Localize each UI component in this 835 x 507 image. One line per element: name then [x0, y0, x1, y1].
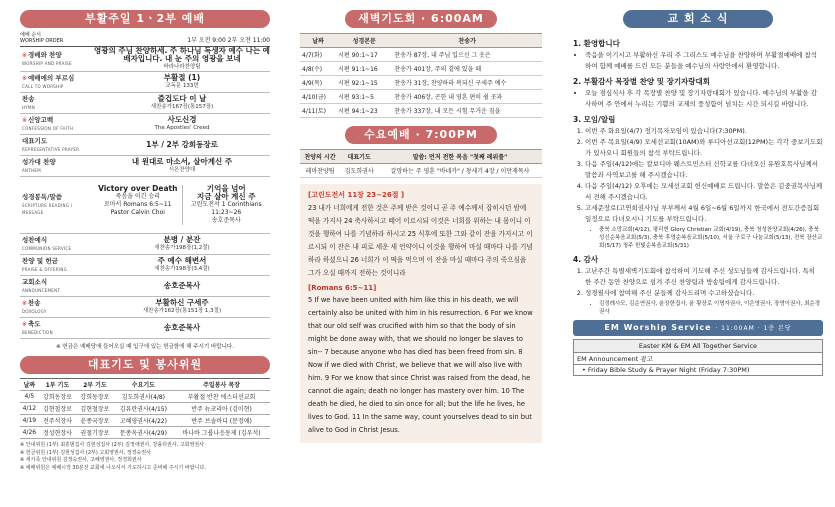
em-title: EM Worship Service — [604, 323, 712, 332]
worship-row-label-en: BENEDICTION — [22, 329, 53, 335]
em-box-item-text: Friday Bible Study & Prayer Night (Friday 7:30PM) — [587, 366, 750, 374]
table-cell: 4/5 — [20, 391, 39, 403]
worship-row — [20, 318, 270, 339]
worship-row-label — [20, 117, 94, 132]
table-cell: 찬송가 337장, 내 모든 시험 무거운 짐을 — [392, 104, 542, 118]
worship-row — [20, 47, 270, 72]
worship-column — [20, 0, 270, 472]
table-cell: 4/19 — [20, 415, 39, 427]
worship-row-label-ko: 경배와 찬양 — [28, 50, 62, 59]
order-ko: 예배 순서 — [20, 32, 41, 38]
worship-row-label-ko: 신앙고백 — [28, 115, 54, 124]
star-icon: ※ — [22, 299, 28, 307]
table-cell: 문종옥권사(4/29) — [114, 427, 173, 439]
worship-row — [20, 234, 270, 255]
table-cell: 찬송가 31장, 찬양하라 복되신 구세주 예수 — [392, 76, 542, 90]
news-section-2-text: • 오늘 점심식사 후 각 목장별 찬양 및 장기자랑대회가 있습니다. 예수님의 부활을 감사하며 주 안에서 누리는 기쁨의 교제의 풍성함이 넘치는 시간 되시길 바랍니다. — [585, 88, 823, 110]
table-cell: 시편 90:1~17 — [336, 48, 392, 62]
table-cell: 권철기장로 — [76, 427, 113, 439]
sermon-1-pastor: Pastor Calvin Choi — [110, 209, 165, 216]
worship-row-sub: The Apostles' Creed — [154, 125, 210, 131]
table-cell: 찬송가 406장, 곤한 내 영혼 편히 쉴 곳과 — [392, 90, 542, 104]
worship-row-content — [94, 299, 270, 315]
worship-row — [20, 93, 270, 114]
worship-row-main: 분병 / 분잔 — [163, 235, 201, 244]
dawn-prayer-table — [300, 33, 542, 118]
sermon-1-title: Victory over Death — [98, 184, 178, 193]
table-row — [20, 415, 270, 427]
prayer-service-title: 대표기도 및 봉사위원 — [20, 356, 270, 374]
star-icon: ※ — [22, 116, 28, 124]
worship-row-content — [94, 141, 270, 149]
worship-row-label-en: PRAISE & OFFERING — [22, 266, 68, 272]
news-section-4-sub: • 김정례사모, 김순연권사, 윤장한집사, 윤 황장로 이명자권사, 이은영권사, 장영이권사, 최순경권사 — [599, 300, 823, 316]
offering-footnote: ※ 헌금은 예배당에 들어오실 때 입구에 있는 헌금함에 해 주시기 바랍니다. — [56, 344, 234, 350]
table-row — [20, 427, 270, 439]
em-box-item: • Friday Bible Study & Prayer Night (Friday 7:30PM) — [582, 366, 750, 374]
order-en: WORSHIP ORDER — [20, 38, 64, 44]
table-cell: 갈망하는 주 영혼 "바네카" / 창세기 4장 / 이만재목사 — [378, 164, 542, 178]
em-box — [573, 339, 823, 376]
worship-row-main: 1부 / 2부 강희동장로 — [146, 140, 218, 149]
table-row — [300, 48, 542, 62]
table-cell: 4/26 — [20, 427, 39, 439]
worship-title: 부활주일 1ㆍ2부 예배 — [20, 10, 270, 28]
table-cell: 레마찬양팀 — [300, 164, 340, 178]
service-note: ※ 헌금위원 (1부) 김현성집사 (2부) 고회영권사, 정경숙권사 — [20, 449, 151, 456]
news-column — [573, 0, 823, 376]
worship-row — [20, 135, 270, 156]
worship-row-label-ko: 대표기도 — [22, 136, 48, 145]
table-row — [300, 62, 542, 76]
table-cell: 4/8(수) — [300, 62, 336, 76]
worship-row-label — [20, 52, 94, 67]
table-cell: 부활절 반찬 에스더선교회 — [173, 391, 270, 403]
worship-row-sub: 새찬송가198장(1,2절) — [154, 245, 210, 251]
worship-row-label-en: ANNOUNCEMENT — [22, 287, 61, 293]
service-note: ※ 세가족 안내위원 김정숙권사, 고혜영권사, 정경희권사 — [20, 457, 142, 463]
worship-order-label — [20, 32, 63, 44]
table-header: 주일봉사 목장 — [173, 379, 270, 391]
sermon-1-sub: 죽음을 이긴 승리 — [115, 193, 160, 200]
list-item: 4. 다음 주일(4/12) 오후에는 모세선교회 헌신예배로 드립니다. 말씀은 김중권목사님께서 전해 주시겠습니다. — [585, 181, 823, 203]
worship-row-label-en: HYMN — [22, 104, 36, 110]
sermon-2-sub: 지금 살아 계신 주 — [196, 192, 256, 201]
worship-row-label-en: COMMUNION SERVICE — [22, 245, 72, 251]
worship-row — [20, 255, 270, 276]
scripture-label — [20, 194, 94, 216]
worship-row-label-ko: 성가대 찬양 — [22, 157, 56, 166]
worship-row-sub: 시온찬양대 — [168, 167, 196, 173]
worship-row-label-ko: 예배에의 부르심 — [28, 73, 75, 82]
service-times: 1부 오전 9:00 2부 오전 11:00 — [187, 37, 270, 44]
table-cell: 김도희권사 — [340, 164, 378, 178]
table-cell: 김유란권사(4/15) — [114, 403, 173, 415]
worship-row-label-en: CONFESSION OF FAITH — [22, 125, 74, 131]
news-section-1-text: • 죽음을 이기시고 부활하신 우리 주 그리스도 예수님을 찬양하며 부활절예배에 참석하여 함께 예배를 드린 모든 분들을 예수님의 사랑안에서 환영합니다. — [585, 50, 823, 72]
news-section-4-title: 4. 감사 — [573, 255, 599, 264]
table-cell: 4/11(토) — [300, 104, 336, 118]
korean-scripture-text: 23 내가 너희에게 전한 것은 주께 받은 것이니 곧 주 예수께서 잡히시던 밤에 떡을 가지사 24 축사하시고 떼어 이르시되 이것은 너희를 위하는 내 몸이니 이것을 행하여 나를 기념하라 하시고 25 식후에 또한 그와 같이 잔을 가지시고 이르시되 이 잔은 내 피로 세운 새 언약이니 이것을 행하여 마실 때마다 나를 기념하라 하셨으니 26 너희가 이 떡을 먹으며 이 잔을 마실 때마다 주의 죽으심을 그가 오실 때까지 전하는 것이니라 — [308, 204, 533, 277]
worship-row-sub: 교독문 133번 — [165, 83, 199, 89]
em-title-bar — [573, 320, 823, 336]
worship-row-content — [94, 47, 270, 71]
worship-row-label-ko: 축도 — [28, 319, 41, 328]
worship-row-label — [20, 159, 94, 174]
table-cell: 윤종국장로 — [76, 415, 113, 427]
table-cell: 4/9(목) — [300, 76, 336, 90]
worship-row-sub: 바라나라찬양팀 — [163, 64, 201, 70]
sermon-1 — [94, 185, 183, 225]
news-section-2-title: 2. 부활감사 목장별 찬양 및 장기자랑대회 — [573, 77, 711, 86]
table-row — [20, 403, 270, 415]
worship-row-label-en: REPRESENTATIVE PRAYER — [22, 146, 80, 152]
table-cell: 시편 94:1~23 — [336, 104, 392, 118]
korean-scripture-ref: [고린도전서 11장 23~26절 ] — [308, 191, 405, 199]
worship-row-content — [94, 282, 270, 290]
star-icon: ※ — [22, 74, 28, 82]
scripture-label-en: SCRIPTURE READING / MESSAGE — [22, 203, 73, 215]
star-icon: ※ — [22, 320, 28, 328]
worship-row-main: 즐겁도다 이 날 — [157, 94, 207, 103]
worship-row — [20, 156, 270, 177]
worship-row-content — [94, 95, 270, 111]
table-cell: 김현철장로 — [39, 403, 76, 415]
table-cell: 고혜영권사(4/22) — [114, 415, 173, 427]
table-cell: 김도희권사(4/8) — [114, 391, 173, 403]
worship-row-label-ko: 교회소식 — [22, 277, 48, 286]
dawn-prayer-title: 새벽기도회 · 6:00AM — [345, 10, 497, 28]
scripture-label-ko: 성경봉독/말씀 — [22, 193, 63, 201]
news-section-3-list — [573, 126, 823, 225]
list-item: 2. 이번 주 목요일(4/9) 모세선교회(10AM)와 루디아선교회(12PM)는 각각 중보기도회가 있사오니 회원들의 참석 부탁드립니다. — [585, 137, 823, 159]
table-header: 날짜 — [300, 34, 336, 48]
service-notes — [20, 442, 270, 472]
table-row — [300, 104, 542, 118]
prayer-service-table — [20, 378, 270, 439]
worship-row-label — [20, 138, 94, 153]
list-item: 1. 이번 주 화요일(4/7) 정기목자모임이 있습니다(7:30PM). — [585, 126, 823, 137]
table-cell: 찬송가 87장, 내 주님 입으신 그 옷은 — [392, 48, 542, 62]
worship-row-content — [94, 74, 270, 90]
table-cell: 반주 브솔바디 (문정애) — [173, 415, 270, 427]
table-cell: 강희동장로 — [76, 391, 113, 403]
em-box-label: EM Announcement 광고 — [574, 353, 822, 365]
worship-row-main: 사도신경 — [167, 115, 197, 124]
sermon-2-pastor: 송호준목사 — [211, 217, 241, 224]
service-note: ※ 예배위원은 예배시작 30분전 교회에 나오셔서 기도하시고 준비해 주시기 바랍니다. — [20, 464, 206, 471]
table-cell: 시편 93:1~5 — [336, 90, 392, 104]
table-cell: 정성현장사 — [39, 427, 76, 439]
worship-row-content — [94, 236, 270, 252]
worship-row-label — [20, 96, 94, 111]
worship-row-main: 영광의 주님 찬양하세. 주 하나님 독생자 예수 나는 예배자입니다. 내 눈 주의 영광을 보네 — [94, 46, 270, 63]
worship-row-label — [20, 258, 94, 273]
worship-row-label — [20, 321, 94, 336]
worship-row — [20, 72, 270, 93]
worship-row — [20, 297, 270, 318]
table-cell: 시편 91:1~16 — [336, 62, 392, 76]
table-cell: 4/10(금) — [300, 90, 336, 104]
worship-row-content — [94, 116, 270, 132]
table-header: 찬양의 시간 — [300, 150, 340, 164]
worship-row-main: 송호준목사 — [163, 281, 201, 290]
worship-row-label-ko: 찬양 및 헌금 — [22, 256, 58, 265]
table-cell: 바나바 그룹나응동제 (김우석) — [173, 427, 270, 439]
worship-row-content — [94, 158, 270, 174]
table-header: 성경본문 — [336, 34, 392, 48]
table-cell: 반주 뉴코리아 (김이현) — [173, 403, 270, 415]
worship-row — [20, 114, 270, 135]
table-cell: 4/7(화) — [300, 48, 336, 62]
worship-row-content — [94, 257, 270, 273]
service-note: ※ 안내위원 (1부) 최흥범집사 김현성집사 (2부) 김정애권사, 강률리권사, 고회영권사 — [20, 442, 204, 448]
table-header: 1부 기도 — [39, 379, 76, 391]
table-header: 말씀: 먼저 전한 복음 "첫째 레위를" — [378, 150, 542, 164]
worship-row-label-en: CALL TO WORSHIP — [22, 83, 64, 89]
worship-row-label — [20, 75, 94, 90]
worship-row-main: 부활절 (1) — [163, 73, 201, 82]
sermon-2-title: 기억을 넘어 — [206, 184, 246, 193]
middle-column — [300, 0, 542, 443]
em-time: · 11:00AM · 1층 본당 — [715, 325, 792, 332]
star-icon: ※ — [22, 51, 28, 59]
table-cell: 4/12 — [20, 403, 39, 415]
worship-row-main: 주 예수 해변서 — [157, 256, 207, 265]
list-item: 1. 고난주간 특별새벽기도회에 참석하여 기도해 주신 성도님들께 감사드립니다. 특히 한 주간 동안 찬양으로 섬겨 주신 찬양팀과 방송팀에게 감사드립니다. — [585, 266, 823, 288]
worship-row-label-en: WORSHIP AND PRAISE — [22, 60, 72, 66]
worship-row-main: 부활하신 구세주 — [155, 298, 209, 307]
worship-row-label-en: DOXOLOGY — [22, 308, 47, 314]
news-section-3-title: 3. 모임/알림 — [573, 115, 616, 124]
worship-row-label-en: ANTHEM — [22, 167, 41, 173]
worship-row-label — [20, 279, 94, 294]
worship-row-main: 내 원대로 마소서, 살아계신 주 — [131, 157, 233, 166]
table-row — [300, 90, 542, 104]
worship-row-label — [20, 237, 94, 252]
list-item: 2. 성경필사에 참여해 주신 분들께 감사드리며 수고하셨습니다. — [585, 288, 823, 299]
worship-row-label — [20, 300, 94, 315]
table-cell: 찬송가 401장, 주의 곁에 있을 때 — [392, 62, 542, 76]
worship-row-label-ko: 찬송 — [22, 94, 35, 103]
english-scripture-ref: [Romans 6:5~11] — [308, 284, 377, 292]
worship-row — [20, 276, 270, 297]
table-cell: 김현철장로 — [76, 403, 113, 415]
wednesday-table — [300, 149, 542, 178]
worship-row-main: 송호준목사 — [163, 323, 201, 332]
news-title: 교 회 소 식 — [623, 10, 773, 28]
table-header: 수요기도 — [114, 379, 173, 391]
table-row — [20, 391, 270, 403]
scripture-box — [300, 184, 542, 443]
worship-rows-2 — [20, 234, 270, 339]
english-scripture-text: 5 If we have been united with him like this in his death, we will certainly also be united with him in his resurrection. 6 For we know that our old self was crucified with him so that the body of sin might be done away with, that we should no longer be slaves to sin-- 7 because anyone who has died has been freed from sin. 8 Now if we died with Christ, we believe that we will also live with him. 9 For we know that since Christ was raised from the dead, he cannot die again; death no longer has mastery over him. 10 The death he died, he died to sin once for all; but the life he lives, he lives to God. 11 In the same way, count yourselves dead to sin but alive to God in Christ Jesus. — [308, 296, 533, 434]
wednesday-title: 수요예배 · 7:00PM — [345, 126, 497, 144]
scripture-message-row — [20, 177, 270, 234]
table-cell: 강희동장로 — [39, 391, 76, 403]
em-box-title: Easter KM & EM All Together Service — [574, 340, 822, 353]
sermon-2 — [183, 185, 271, 225]
worship-row-label-ko: 성찬예식 — [22, 235, 48, 244]
table-cell: 전주석장사 — [39, 415, 76, 427]
worship-row-sub: 새찬송가198장(3,4절) — [154, 266, 210, 272]
table-header: 2부 기도 — [76, 379, 113, 391]
sermon-2-ref: 고린도전서 1 Corinthians 11:23~26 — [190, 201, 262, 216]
news-section-1-title: 1. 환영합니다 — [573, 39, 620, 48]
table-header: 찬송가 — [392, 34, 542, 48]
table-header: 대표기도 — [340, 150, 378, 164]
worship-row-sub: 새찬송가162장(통151장 1,3절) — [142, 308, 222, 314]
table-header: 날짜 — [20, 379, 39, 391]
worship-row-sub: 새찬송가167장(통157장) — [150, 104, 214, 110]
table-row — [300, 76, 542, 90]
list-item: 5. 고세준장로(고연희권사)님 부부께서 4월 6일~6월 6일까지 한국에서 전도간증집회 일정으로 다녀오시니 기도를 부탁드립니다. — [585, 203, 823, 225]
sermon-1-ref: 로마서 Romans 6:5~11 — [103, 201, 172, 208]
news-section-4-list — [573, 266, 823, 299]
list-item: 3. 다음 주일(4/12)에는 칼보디아 웨스트민스터 신학교를 다녀오신 유원호목사님께서 말씀과 사역보고를 해 주시겠습니다. — [585, 159, 823, 181]
table-cell: 시편 92:1~15 — [336, 76, 392, 90]
worship-row-label-ko: 찬송 — [28, 298, 41, 307]
worship-row-content — [94, 324, 270, 332]
news-section-3-sub: • 충북 소망교회(4/12), 평리현 Glory Christian 교회(4/19), 충북 청성찬양교회(4/26), 충북 성신순복음교회(5/3), 충북 후영순복음교회(5/10), 서울 구로구 나눔교회(5/13), 전북 장산교회(5/17) 청주 한빛순복음교회(5/31) — [599, 226, 823, 250]
worship-rows — [20, 46, 270, 177]
